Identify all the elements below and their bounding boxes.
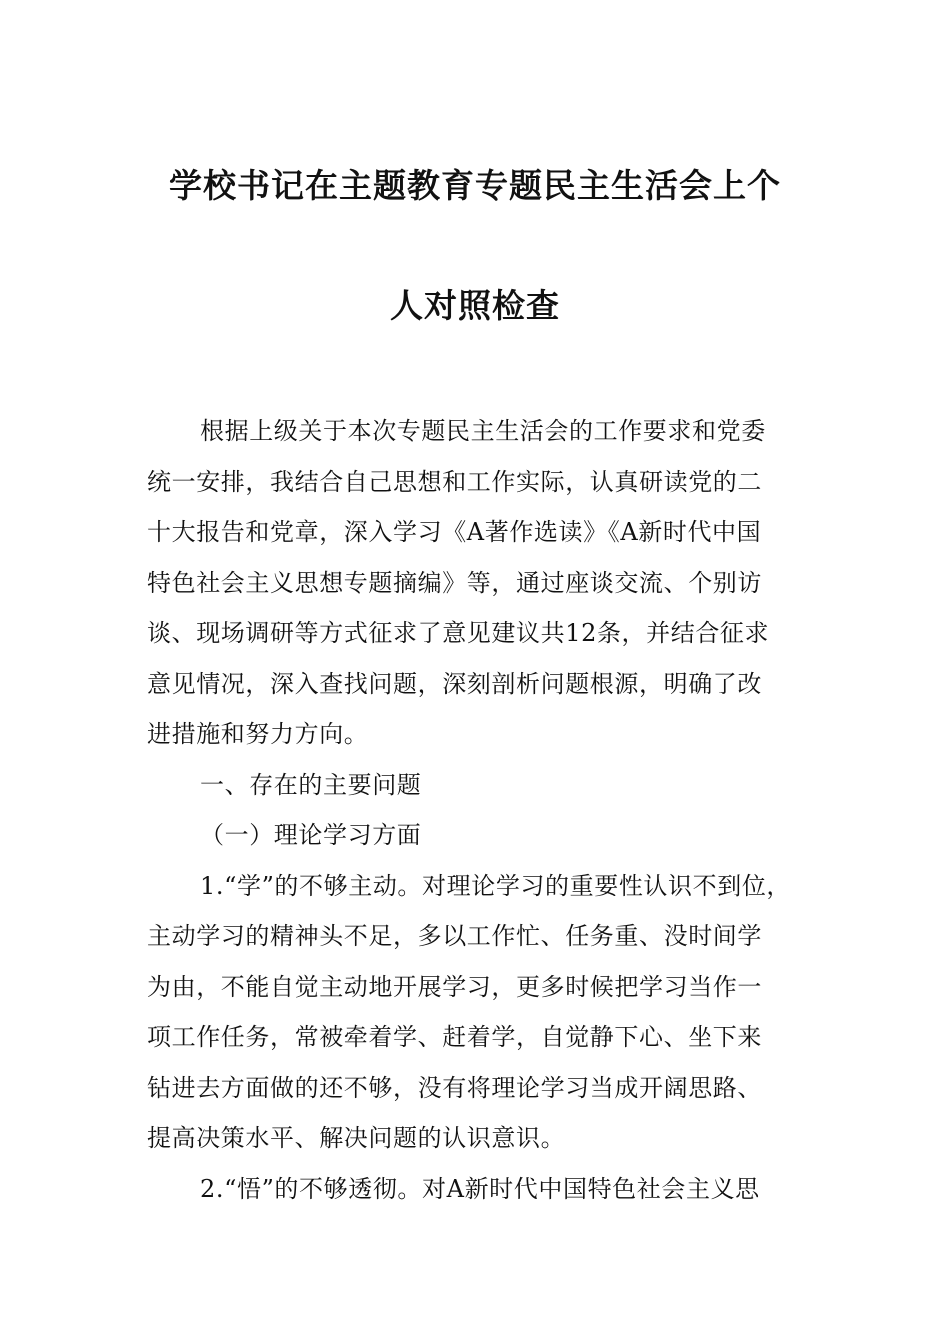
body-line: 为由，不能自觉主动地开展学习，更多时候把学习当作一 [147, 972, 762, 1001]
body-line: 进措施和努力方向。 [147, 720, 369, 748]
body-line: 谈、现场调研等方式征求了意见建议共12条，并结合征求 [147, 619, 770, 647]
body-line: 钻进去方面做的还不够，没有将理论学习当成开阔思路、 [147, 1073, 762, 1102]
body-line: 1.“学”的不够主动。对理论学习的重要性认识不到位， [200, 871, 792, 900]
document-title-line-1: 学校书记在主题教育专题民主生活会上个 [169, 166, 781, 205]
body-line: （一）理论学习方面 [200, 821, 422, 849]
document-title-line-2: 人对照检查 [390, 286, 560, 325]
body-line: 一、存在的主要问题 [200, 770, 422, 799]
body-line: 十大报告和党章，深入学习《A著作选读》《A新时代中国 [147, 518, 762, 546]
body-line: 根据上级关于本次专题民主生活会的工作要求和党委 [200, 417, 766, 445]
body-line: 主动学习的精神头不足，多以工作忙、任务重、没时间学 [147, 922, 762, 950]
body-line: 项工作任务，常被牵着学、赶着学，自觉静下心、坐下来 [147, 1023, 762, 1051]
body-line: 提高决策水平、解决问题的认识意识。 [147, 1124, 566, 1152]
body-line: 意见情况，深入查找问题，深刻剖析问题根源，明确了改 [147, 669, 762, 698]
document-body [147, 406, 807, 1214]
body-line: 统一安排，我结合自己思想和工作实际，认真研读党的二 [147, 467, 762, 496]
body-line: 特色社会主义思想专题摘编》等，通过座谈交流、个别访 [147, 568, 762, 597]
body-line: 2.“悟”的不够透彻。对A新时代中国特色社会主义思 [200, 1174, 760, 1203]
